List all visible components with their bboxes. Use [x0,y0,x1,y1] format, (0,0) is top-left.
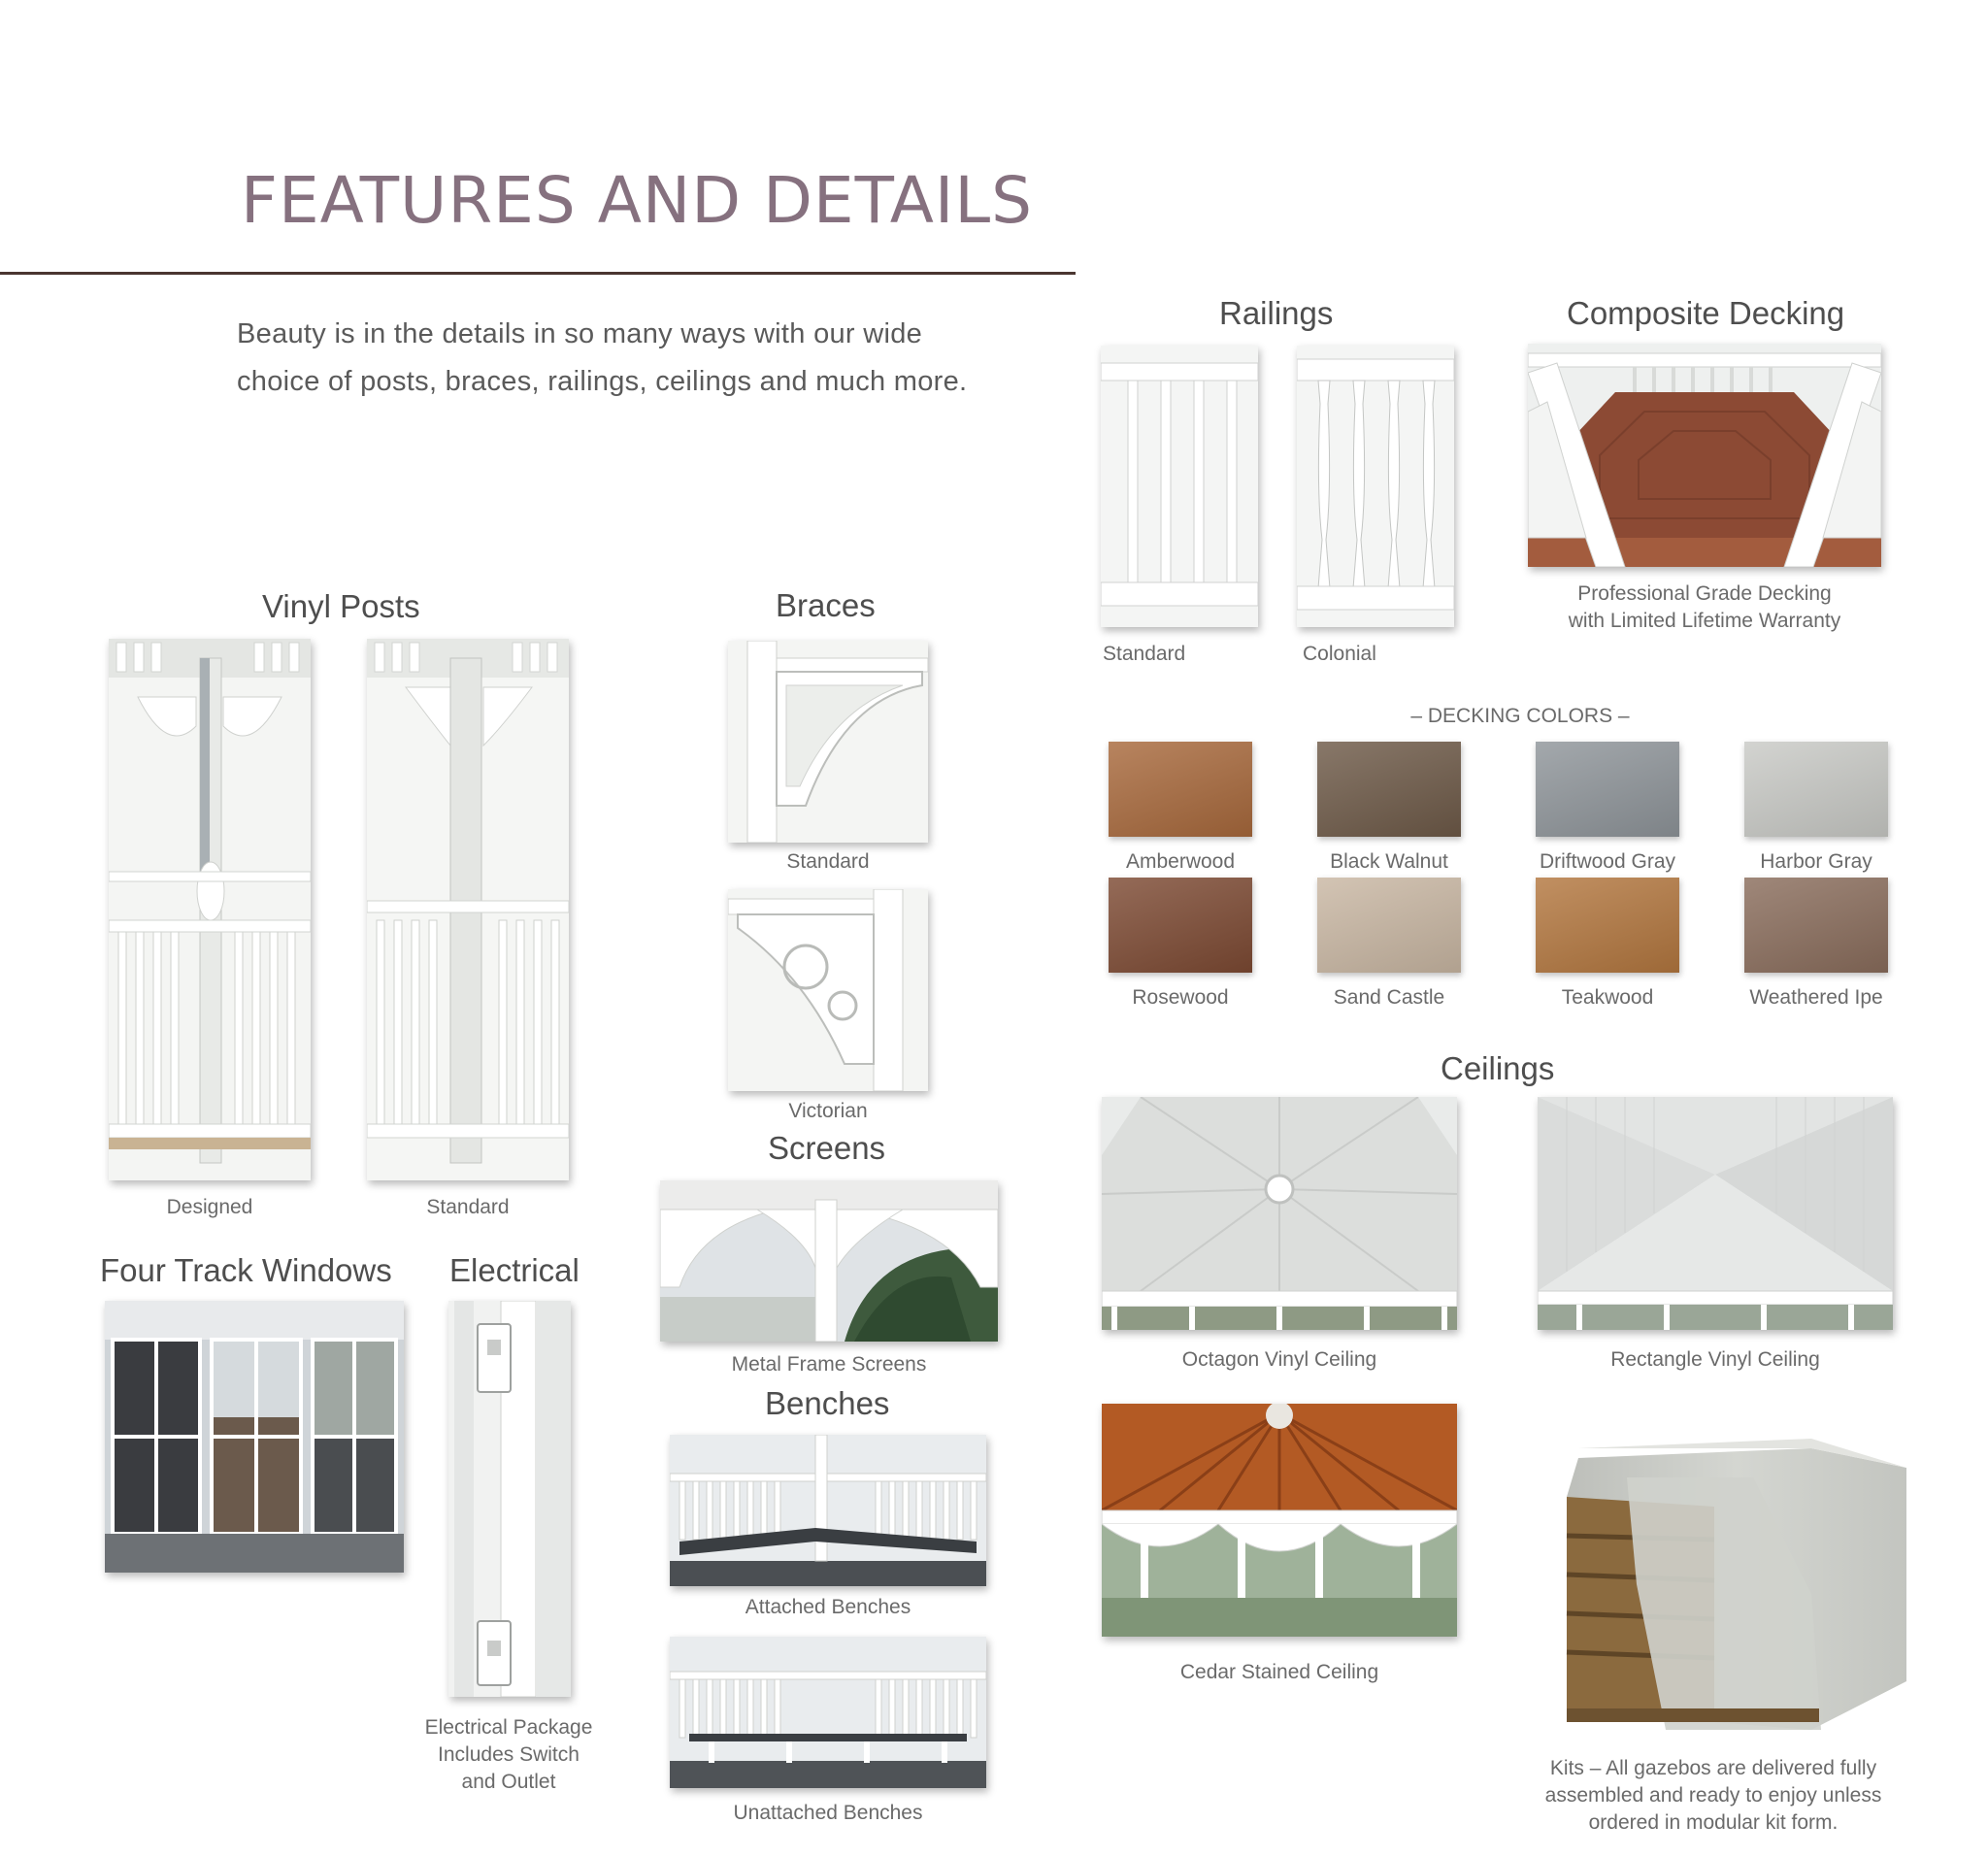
cedar-stained-ceiling-photo [1102,1404,1457,1637]
kits-caption [1520,1755,1906,1837]
decking-swatch-label: Harbor Gray [1760,850,1872,873]
intro-line-1: Beauty is in the details in so many ways with our wide [237,318,923,349]
octagon-vinyl-ceiling-caption: Octagon Vinyl Ceiling [1181,1348,1377,1371]
colonial-railing-caption: Colonial [1303,643,1376,665]
decking-swatch-label: Amberwood [1125,850,1236,873]
composite-decking-caption [1528,580,1881,635]
octagon-vinyl-ceiling-photo [1102,1097,1457,1330]
rectangle-vinyl-ceiling-caption: Rectangle Vinyl Ceiling [1610,1348,1820,1371]
electrical-caption-line-1: Electrical Package [424,1716,593,1739]
unattached-benches-caption: Unattached Benches [733,1802,923,1824]
composite-decking-caption-line-1: Professional Grade Decking [1577,582,1832,605]
vinyl-posts-heading: Vinyl Posts [262,588,420,624]
composite-decking-heading: Composite Decking [1567,295,1845,331]
decking-swatch-label: Weathered Ipe [1749,986,1883,1009]
decking-swatch-sand-castle [1317,878,1461,973]
standard-brace-photo [728,641,928,843]
cedar-stained-ceiling-caption: Cedar Stained Ceiling [1179,1661,1379,1683]
colonial-railing-photo [1297,346,1454,627]
attached-benches-photo [670,1435,986,1586]
ceilings-heading: Ceilings [1441,1050,1555,1086]
decking-swatch-rosewood [1109,878,1252,973]
decking-swatch-label: Rosewood [1132,986,1229,1009]
decking-swatch-black-walnut [1317,742,1461,837]
decking-swatch-driftwood-gray [1536,742,1679,837]
electrical-caption-line-3: and Outlet [461,1771,556,1793]
railings-heading: Railings [1219,295,1334,331]
metal-frame-screens-photo [660,1180,998,1342]
decking-swatch-amberwood [1109,742,1252,837]
decking-swatch-label: Sand Castle [1333,986,1445,1009]
kits-caption-line-3: ordered in modular kit form. [1588,1811,1839,1834]
kits-caption-line-2: assembled and ready to enjoy unless [1544,1784,1882,1807]
page-title: FEATURES AND DETAILS [241,163,1034,238]
attached-benches-caption: Attached Benches [745,1596,911,1618]
electrical-package-photo [448,1301,571,1697]
decking-swatch-label: Driftwood Gray [1539,850,1676,873]
composite-decking-caption-line-2: with Limited Lifetime Warranty [1568,610,1841,632]
standard-railing-caption: Standard [1103,643,1186,665]
decking-swatch-harbor-gray [1744,742,1888,837]
four-track-windows-photo [105,1301,404,1573]
kits-caption-line-1: Kits – All gazebos are delivered fully [1549,1757,1877,1779]
standard-brace-caption: Standard [786,850,870,873]
screens-heading: Screens [768,1130,886,1166]
standard-railing-photo [1101,346,1258,627]
designed-post-photo [109,639,311,1180]
metal-frame-screens-caption: Metal Frame Screens [731,1353,927,1376]
victorian-brace-photo [728,889,928,1091]
standard-post-caption: Standard [426,1196,510,1218]
electrical-heading: Electrical [449,1252,580,1288]
benches-heading: Benches [765,1385,890,1421]
intro-line-2: choice of posts, braces, railings, ceilings and much more. [237,366,968,397]
decking-swatch-teakwood [1536,878,1679,973]
title-divider [0,272,1076,275]
rectangle-vinyl-ceiling-photo [1538,1097,1893,1330]
unattached-benches-photo [670,1637,986,1788]
designed-post-caption: Designed [166,1196,253,1218]
decking-swatch-label: Teakwood [1561,986,1654,1009]
composite-decking-photo [1528,344,1881,567]
decking-swatch-weathered-ipe [1744,878,1888,973]
four-track-windows-heading: Four Track Windows [100,1252,392,1288]
intro-text [237,311,1072,406]
decking-colors-heading: – DECKING COLORS – [1410,705,1630,727]
victorian-brace-caption: Victorian [788,1100,868,1122]
standard-post-photo [367,639,569,1180]
kit-package-photo [1520,1439,1906,1736]
electrical-caption [412,1714,606,1796]
decking-swatch-label: Black Walnut [1330,850,1448,873]
electrical-caption-line-2: Includes Switch [438,1743,580,1766]
braces-heading: Braces [776,587,876,623]
